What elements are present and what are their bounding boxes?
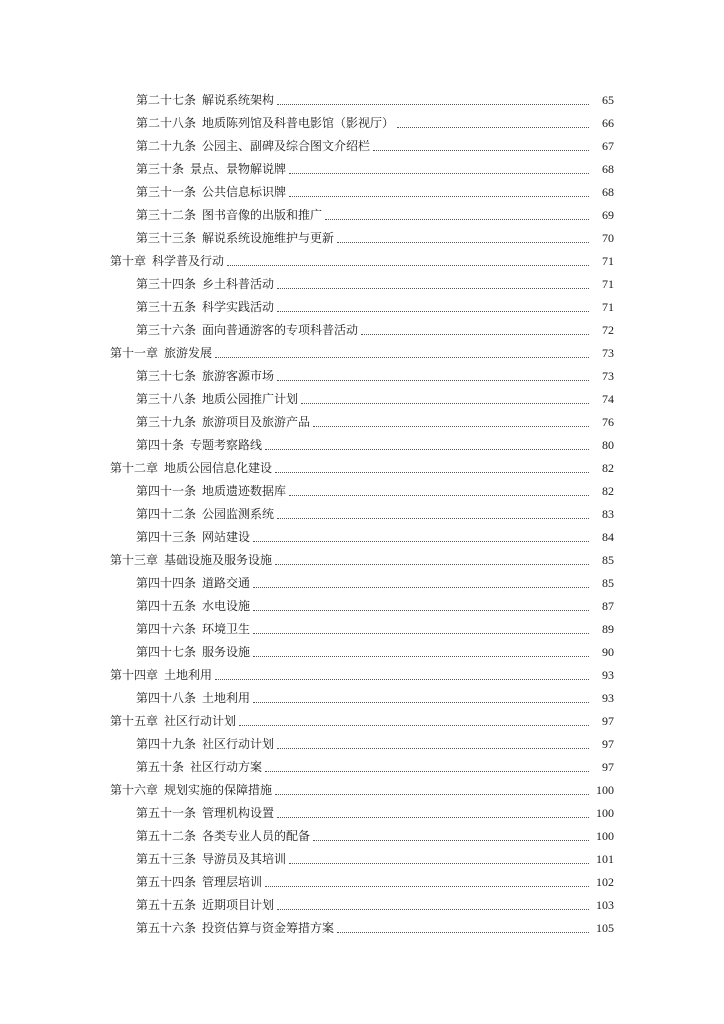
toc-chapter-entry[interactable] bbox=[0, 548, 724, 571]
toc-entry-title: 地质公园推广计划 bbox=[202, 391, 299, 406]
toc-article-entry[interactable] bbox=[0, 410, 724, 433]
table-of-contents bbox=[0, 88, 724, 939]
dot-leader bbox=[253, 609, 589, 611]
toc-entry-title: 导游员及其培训 bbox=[202, 851, 287, 866]
toc-article-entry[interactable] bbox=[0, 295, 724, 318]
dot-leader bbox=[277, 287, 589, 289]
toc-article-entry[interactable] bbox=[0, 640, 724, 663]
toc-entry-page-number: 85 bbox=[602, 575, 614, 590]
toc-entry-page-number: 89 bbox=[602, 621, 614, 636]
toc-entry-page-number: 103 bbox=[596, 897, 614, 912]
toc-entry-page-number: 100 bbox=[596, 828, 614, 843]
toc-article-entry[interactable] bbox=[0, 594, 724, 617]
toc-entry-number: 第五十一条 bbox=[136, 805, 197, 820]
dot-leader bbox=[373, 149, 589, 151]
toc-entry-number: 第四十四条 bbox=[136, 575, 197, 590]
toc-entry-title: 科学实践活动 bbox=[202, 299, 275, 314]
toc-entry-number: 第二十九条 bbox=[136, 138, 197, 153]
toc-entry-title: 各类专业人员的配备 bbox=[202, 828, 311, 843]
toc-entry-page-number: 74 bbox=[602, 391, 614, 406]
toc-entry-title: 道路交通 bbox=[202, 575, 251, 590]
toc-article-entry[interactable] bbox=[0, 916, 724, 939]
toc-entry-page-number: 97 bbox=[602, 713, 614, 728]
toc-entry-number: 第十一章 bbox=[110, 345, 159, 360]
toc-entry-title: 投资估算与资金筹措方案 bbox=[202, 920, 335, 935]
toc-entry-page-number: 100 bbox=[596, 782, 614, 797]
dot-leader bbox=[215, 678, 589, 680]
toc-entry-title: 地质公园信息化建设 bbox=[164, 460, 273, 475]
toc-entry-title: 乡土科普活动 bbox=[202, 276, 275, 291]
toc-entry-page-number: 82 bbox=[602, 483, 614, 498]
dot-leader bbox=[253, 655, 589, 657]
toc-entry-number: 第三十三条 bbox=[136, 230, 197, 245]
dot-leader bbox=[289, 195, 589, 197]
toc-entry-page-number: 71 bbox=[602, 253, 614, 268]
dot-leader bbox=[253, 540, 589, 542]
toc-entry-title: 面向普通游客的专项科普活动 bbox=[202, 322, 359, 337]
toc-entry-title: 基础设施及服务设施 bbox=[164, 552, 273, 567]
toc-entry-number: 第三十四条 bbox=[136, 276, 197, 291]
dot-leader bbox=[313, 839, 589, 841]
dot-leader bbox=[277, 747, 589, 749]
toc-entry-number: 第十六章 bbox=[110, 782, 159, 797]
toc-entry-number: 第四十六条 bbox=[136, 621, 197, 636]
toc-chapter-entry[interactable] bbox=[0, 663, 724, 686]
toc-article-entry[interactable] bbox=[0, 387, 724, 410]
toc-entry-page-number: 67 bbox=[602, 138, 614, 153]
toc-entry-title: 图书音像的出版和推广 bbox=[202, 207, 323, 222]
toc-entry-title: 专题考察路线 bbox=[190, 437, 263, 452]
toc-entry-title: 旅游项目及旅游产品 bbox=[202, 414, 311, 429]
toc-entry-number: 第五十六条 bbox=[136, 920, 197, 935]
toc-entry-title: 土地利用 bbox=[202, 690, 251, 705]
toc-entry-page-number: 68 bbox=[602, 161, 614, 176]
toc-article-entry[interactable] bbox=[0, 88, 724, 111]
dot-leader bbox=[277, 103, 589, 105]
toc-entry-number: 第三十六条 bbox=[136, 322, 197, 337]
toc-entry-number: 第四十五条 bbox=[136, 598, 197, 613]
toc-article-entry[interactable] bbox=[0, 755, 724, 778]
toc-entry-title: 景点、景物解说牌 bbox=[190, 161, 287, 176]
toc-entry-title: 地质遗迹数据库 bbox=[202, 483, 287, 498]
toc-entry-title: 解说系统架构 bbox=[202, 92, 275, 107]
toc-entry-number: 第三十一条 bbox=[136, 184, 197, 199]
toc-article-entry[interactable] bbox=[0, 571, 724, 594]
toc-article-entry[interactable] bbox=[0, 180, 724, 203]
toc-article-entry[interactable] bbox=[0, 111, 724, 134]
toc-entry-number: 第二十八条 bbox=[136, 115, 197, 130]
toc-chapter-entry[interactable] bbox=[0, 709, 724, 732]
toc-article-entry[interactable] bbox=[0, 617, 724, 640]
toc-entry-number: 第四十九条 bbox=[136, 736, 197, 751]
toc-entry-number: 第五十五条 bbox=[136, 897, 197, 912]
toc-chapter-entry[interactable] bbox=[0, 249, 724, 272]
dot-leader bbox=[325, 218, 589, 220]
toc-entry-page-number: 101 bbox=[596, 851, 614, 866]
toc-entry-title: 管理层培训 bbox=[202, 874, 263, 889]
toc-entry-number: 第五十三条 bbox=[136, 851, 197, 866]
dot-leader bbox=[289, 862, 589, 864]
toc-entry-number: 第三十五条 bbox=[136, 299, 197, 314]
toc-entry-title: 解说系统设施维护与更新 bbox=[202, 230, 335, 245]
toc-entry-title: 地质陈列馆及科普电影馆（影视厅） bbox=[202, 115, 395, 130]
toc-entry-title: 科学普及行动 bbox=[152, 253, 225, 268]
toc-entry-page-number: 93 bbox=[602, 690, 614, 705]
toc-entry-number: 第四十二条 bbox=[136, 506, 197, 521]
toc-entry-title: 网站建设 bbox=[202, 529, 251, 544]
toc-entry-page-number: 71 bbox=[602, 276, 614, 291]
dot-leader bbox=[313, 425, 589, 427]
toc-entry-page-number: 87 bbox=[602, 598, 614, 613]
toc-entry-title: 社区行动计划 bbox=[202, 736, 275, 751]
toc-entry-page-number: 105 bbox=[596, 920, 614, 935]
dot-leader bbox=[277, 310, 589, 312]
toc-entry-number: 第三十八条 bbox=[136, 391, 197, 406]
toc-article-entry[interactable] bbox=[0, 824, 724, 847]
toc-entry-page-number: 93 bbox=[602, 667, 614, 682]
toc-entry-title: 管理机构设置 bbox=[202, 805, 275, 820]
toc-entry-number: 第三十九条 bbox=[136, 414, 197, 429]
toc-entry-number: 第十五章 bbox=[110, 713, 159, 728]
toc-entry-page-number: 97 bbox=[602, 759, 614, 774]
toc-entry-page-number: 70 bbox=[602, 230, 614, 245]
toc-article-entry[interactable] bbox=[0, 847, 724, 870]
toc-entry-page-number: 69 bbox=[602, 207, 614, 222]
dot-leader bbox=[289, 494, 589, 496]
toc-entry-page-number: 84 bbox=[602, 529, 614, 544]
toc-entry-number: 第十二章 bbox=[110, 460, 159, 475]
toc-article-entry[interactable] bbox=[0, 157, 724, 180]
toc-article-entry[interactable] bbox=[0, 525, 724, 548]
dot-leader bbox=[265, 885, 589, 887]
toc-article-entry[interactable] bbox=[0, 272, 724, 295]
toc-article-entry[interactable] bbox=[0, 134, 724, 157]
dot-leader bbox=[253, 586, 589, 588]
toc-article-entry[interactable] bbox=[0, 893, 724, 916]
toc-entry-number: 第四十八条 bbox=[136, 690, 197, 705]
toc-entry-number: 第二十七条 bbox=[136, 92, 197, 107]
toc-entry-title: 旅游客源市场 bbox=[202, 368, 275, 383]
toc-entry-number: 第三十七条 bbox=[136, 368, 197, 383]
toc-entry-page-number: 85 bbox=[602, 552, 614, 567]
toc-entry-number: 第四十条 bbox=[136, 437, 185, 452]
dot-leader bbox=[215, 356, 589, 358]
toc-entry-title: 服务设施 bbox=[202, 644, 251, 659]
toc-entry-title: 公园监测系统 bbox=[202, 506, 275, 521]
toc-article-entry[interactable] bbox=[0, 226, 724, 249]
toc-article-entry[interactable] bbox=[0, 203, 724, 226]
dot-leader bbox=[275, 793, 589, 795]
toc-entry-number: 第四十三条 bbox=[136, 529, 197, 544]
toc-entry-page-number: 100 bbox=[596, 805, 614, 820]
dot-leader bbox=[265, 448, 589, 450]
toc-entry-number: 第四十七条 bbox=[136, 644, 197, 659]
toc-entry-number: 第十章 bbox=[110, 253, 147, 268]
toc-entry-number: 第五十二条 bbox=[136, 828, 197, 843]
toc-entry-page-number: 90 bbox=[602, 644, 614, 659]
toc-article-entry[interactable] bbox=[0, 433, 724, 456]
toc-article-entry[interactable] bbox=[0, 870, 724, 893]
toc-entry-page-number: 82 bbox=[602, 460, 614, 475]
dot-leader bbox=[275, 471, 589, 473]
toc-entry-title: 旅游发展 bbox=[164, 345, 213, 360]
dot-leader bbox=[253, 632, 589, 634]
toc-entry-page-number: 97 bbox=[602, 736, 614, 751]
toc-article-entry[interactable] bbox=[0, 364, 724, 387]
toc-entry-title: 社区行动方案 bbox=[190, 759, 263, 774]
toc-entry-number: 第十三章 bbox=[110, 552, 159, 567]
toc-entry-page-number: 65 bbox=[602, 92, 614, 107]
toc-entry-title: 公园主、副碑及综合图文介绍栏 bbox=[202, 138, 371, 153]
dot-leader bbox=[227, 264, 589, 266]
dot-leader bbox=[239, 724, 589, 726]
toc-entry-number: 第五十条 bbox=[136, 759, 185, 774]
dot-leader bbox=[253, 701, 589, 703]
toc-entry-page-number: 71 bbox=[602, 299, 614, 314]
toc-entry-page-number: 68 bbox=[602, 184, 614, 199]
dot-leader bbox=[277, 816, 589, 818]
dot-leader bbox=[277, 517, 589, 519]
dot-leader bbox=[337, 241, 589, 243]
toc-entry-page-number: 102 bbox=[596, 874, 614, 889]
dot-leader bbox=[397, 126, 589, 128]
toc-entry-number: 第三十条 bbox=[136, 161, 185, 176]
toc-entry-page-number: 76 bbox=[602, 414, 614, 429]
toc-entry-title: 社区行动计划 bbox=[164, 713, 237, 728]
toc-entry-page-number: 73 bbox=[602, 368, 614, 383]
toc-entry-number: 第十四章 bbox=[110, 667, 159, 682]
dot-leader bbox=[277, 379, 589, 381]
toc-entry-title: 规划实施的保障措施 bbox=[164, 782, 273, 797]
toc-entry-number: 第三十二条 bbox=[136, 207, 197, 222]
toc-entry-page-number: 83 bbox=[602, 506, 614, 521]
toc-article-entry[interactable] bbox=[0, 479, 724, 502]
toc-article-entry[interactable] bbox=[0, 502, 724, 525]
toc-article-entry[interactable] bbox=[0, 732, 724, 755]
toc-entry-page-number: 66 bbox=[602, 115, 614, 130]
toc-entry-title: 土地利用 bbox=[164, 667, 213, 682]
toc-entry-page-number: 80 bbox=[602, 437, 614, 452]
toc-chapter-entry[interactable] bbox=[0, 341, 724, 364]
toc-entry-number: 第四十一条 bbox=[136, 483, 197, 498]
toc-entry-title: 近期项目计划 bbox=[202, 897, 275, 912]
dot-leader bbox=[265, 770, 589, 772]
toc-chapter-entry[interactable] bbox=[0, 456, 724, 479]
dot-leader bbox=[301, 402, 589, 404]
dot-leader bbox=[289, 172, 589, 174]
toc-article-entry[interactable] bbox=[0, 318, 724, 341]
dot-leader bbox=[361, 333, 589, 335]
dot-leader bbox=[275, 563, 589, 565]
toc-article-entry[interactable] bbox=[0, 686, 724, 709]
toc-entry-number: 第五十四条 bbox=[136, 874, 197, 889]
toc-entry-title: 公共信息标识牌 bbox=[202, 184, 287, 199]
dot-leader bbox=[277, 908, 589, 910]
toc-entry-page-number: 72 bbox=[602, 322, 614, 337]
toc-article-entry[interactable] bbox=[0, 801, 724, 824]
toc-chapter-entry[interactable] bbox=[0, 778, 724, 801]
toc-entry-title: 环境卫生 bbox=[202, 621, 251, 636]
dot-leader bbox=[337, 931, 589, 933]
toc-entry-page-number: 73 bbox=[602, 345, 614, 360]
toc-entry-title: 水电设施 bbox=[202, 598, 251, 613]
